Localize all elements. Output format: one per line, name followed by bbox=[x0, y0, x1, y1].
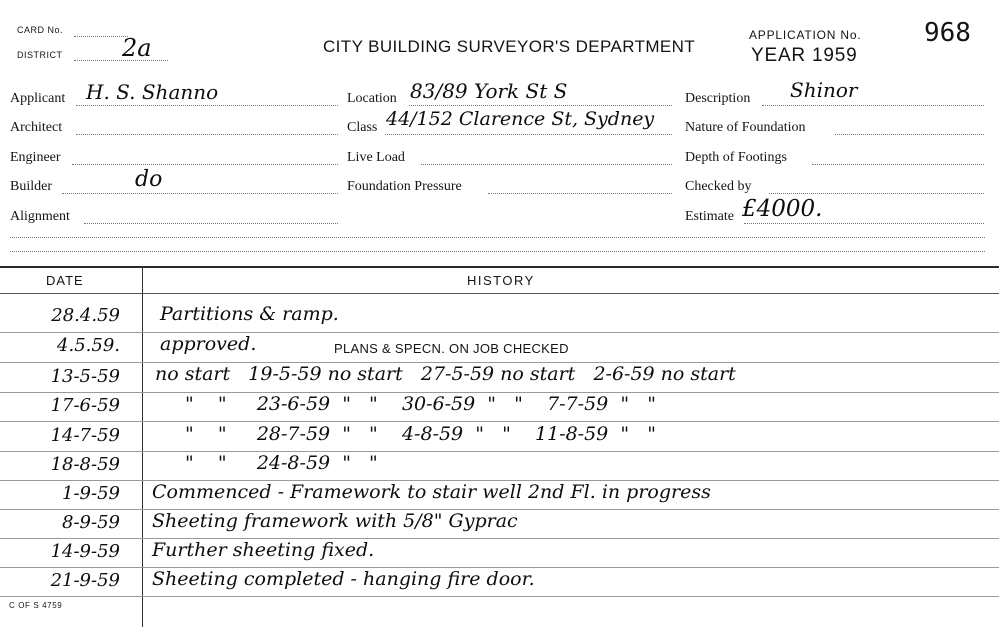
form-code: C OF S 4759 bbox=[9, 601, 63, 610]
history-date: 4.5.59. bbox=[57, 335, 120, 356]
history-entry: Commenced - Framework to stair well 2nd Fl. in progress bbox=[152, 481, 711, 503]
district-value: 2a bbox=[122, 34, 152, 62]
builder-value: do bbox=[135, 167, 163, 192]
history-entry: " " 28-7-59 " " 4-8-59 " " 11-8-59 " " bbox=[185, 423, 656, 445]
estimate-value: £4000. bbox=[742, 196, 823, 222]
applicant-value: H. S. Shanno bbox=[86, 80, 219, 104]
nature-of-foundation-line bbox=[835, 134, 984, 135]
location-value: 83/89 York St S bbox=[410, 79, 568, 103]
location-label: Location bbox=[347, 91, 397, 106]
alignment-label: Alignment bbox=[10, 209, 70, 224]
history-date: 1-9-59 bbox=[62, 483, 120, 504]
history-entry: Further sheeting fixed. bbox=[152, 539, 375, 561]
history-column-header: HISTORY bbox=[467, 273, 535, 288]
history-column-divider bbox=[142, 266, 143, 627]
history-date: 28.4.59 bbox=[51, 305, 120, 326]
ruled-line bbox=[0, 421, 999, 422]
history-date: 21-9-59 bbox=[50, 570, 120, 591]
estimate-line bbox=[744, 223, 984, 224]
history-date: 18-8-59 bbox=[50, 454, 120, 475]
ruled-line bbox=[0, 596, 999, 597]
description-value: Shinor bbox=[790, 78, 858, 102]
foundation-pressure-label: Foundation Pressure bbox=[347, 179, 462, 194]
ruled-line bbox=[0, 538, 999, 539]
builder-line bbox=[62, 193, 338, 194]
live-load-label: Live Load bbox=[347, 150, 405, 165]
class-value: 44/152 Clarence St, Sydney bbox=[386, 108, 655, 130]
blank-line-2 bbox=[10, 251, 985, 252]
depth-of-footings-line bbox=[812, 164, 984, 165]
architect-line bbox=[76, 134, 338, 135]
history-date: 13-5-59 bbox=[50, 366, 120, 387]
card-no-line bbox=[74, 36, 128, 37]
ruled-line bbox=[0, 332, 999, 333]
application-no-value: 968 bbox=[924, 18, 971, 48]
applicant-label: Applicant bbox=[10, 91, 66, 106]
alignment-line bbox=[84, 223, 338, 224]
location-line bbox=[409, 105, 672, 106]
history-date: 8-9-59 bbox=[62, 512, 120, 533]
blank-line-1 bbox=[10, 237, 985, 238]
history-date: 17-6-59 bbox=[50, 395, 120, 416]
ruled-line bbox=[0, 451, 999, 452]
card-no-label: CARD No. bbox=[17, 25, 64, 35]
date-column-header: DATE bbox=[46, 273, 84, 288]
builder-label: Builder bbox=[10, 179, 52, 194]
history-date: 14-9-59 bbox=[50, 541, 120, 562]
history-entry: Partitions & ramp. bbox=[160, 303, 339, 325]
application-no-label: APPLICATION No. bbox=[749, 28, 862, 42]
live-load-line bbox=[421, 164, 672, 165]
history-entry: Sheeting framework with 5/8" Gyprac bbox=[152, 510, 518, 532]
history-entry: approved. bbox=[160, 333, 257, 355]
depth-of-footings-label: Depth of Footings bbox=[685, 150, 787, 165]
class-label: Class bbox=[347, 120, 378, 135]
engineer-label: Engineer bbox=[10, 150, 61, 165]
class-line bbox=[385, 134, 672, 135]
history-entry: no start 19-5-59 no start 27-5-59 no start 2-6-59 no start bbox=[155, 363, 736, 385]
department-title: CITY BUILDING SURVEYOR'S DEPARTMENT bbox=[323, 37, 696, 56]
history-entry: " " 23-6-59 " " 30-6-59 " " 7-7-59 " " bbox=[185, 393, 656, 415]
checked-by-line bbox=[769, 193, 984, 194]
district-label: DISTRICT bbox=[17, 50, 63, 60]
checked-by-label: Checked by bbox=[685, 179, 752, 194]
history-entry: " " 24-8-59 " " bbox=[185, 452, 378, 474]
foundation-pressure-line bbox=[488, 193, 672, 194]
engineer-line bbox=[72, 164, 338, 165]
estimate-label: Estimate bbox=[685, 209, 734, 224]
district-line bbox=[74, 60, 168, 61]
history-entry: Sheeting completed - hanging fire door. bbox=[152, 568, 535, 590]
history-header-rule bbox=[0, 293, 999, 294]
nature-of-foundation-label: Nature of Foundation bbox=[685, 120, 806, 135]
description-line bbox=[762, 105, 984, 106]
description-label: Description bbox=[685, 91, 751, 106]
history-top-rule bbox=[0, 266, 999, 268]
year-label: YEAR 1959 bbox=[751, 45, 858, 66]
checked-stamp: PLANS & SPECN. ON JOB CHECKED bbox=[334, 341, 569, 356]
architect-label: Architect bbox=[10, 120, 63, 135]
history-date: 14-7-59 bbox=[50, 425, 120, 446]
applicant-line bbox=[76, 105, 338, 106]
